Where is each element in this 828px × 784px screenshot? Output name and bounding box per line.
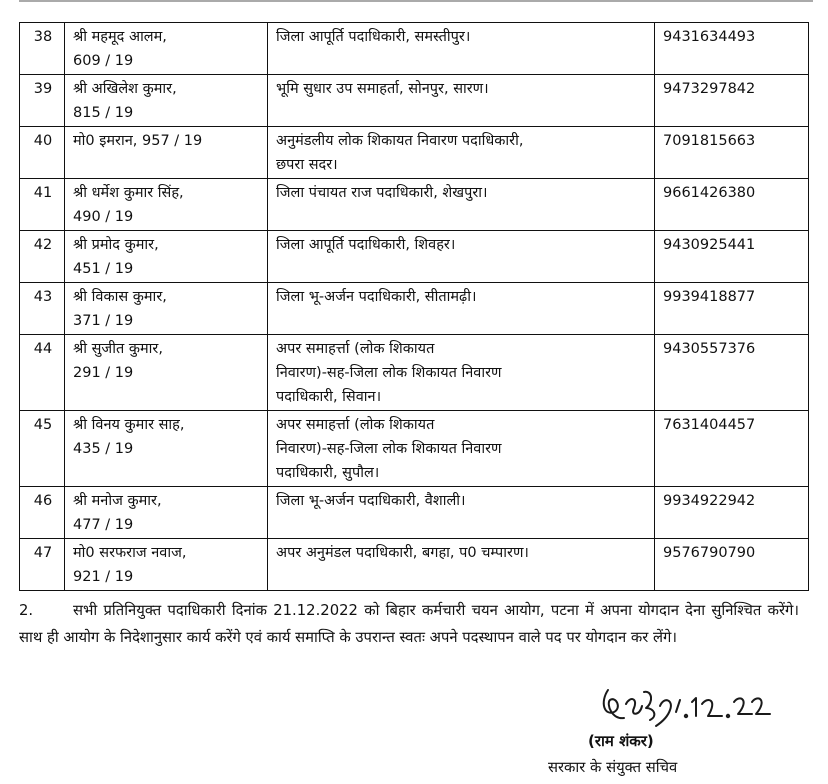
serial-number-cell: 47 [20, 539, 65, 591]
table-row [20, 539, 809, 591]
officer-name-line: श्री विकास कुमार, [73, 289, 167, 305]
mobile-number-cell: 9661426380 [655, 179, 809, 231]
posting-cell [268, 539, 655, 591]
handwritten-signature [596, 682, 776, 728]
mobile-number-cell: 9576790790 [655, 539, 809, 591]
officer-name-cell [65, 231, 268, 283]
table-row [20, 411, 809, 487]
table-row [20, 283, 809, 335]
posting-cell [268, 283, 655, 335]
officer-name-line: 490 / 19 [73, 209, 134, 225]
posting-line: छपरा सदर। [276, 157, 338, 173]
mobile-number-cell: 9430557376 [655, 335, 809, 411]
mobile-number-cell: 9431634493 [655, 23, 809, 75]
mobile-number-cell: 7091815663 [655, 127, 809, 179]
officer-name-line: 451 / 19 [73, 261, 134, 277]
serial-number-cell: 39 [20, 75, 65, 127]
posting-line: जिला भू-अर्जन पदाधिकारी, सीतामढ़ी। [276, 289, 477, 305]
mobile-number-cell: 9939418877 [655, 283, 809, 335]
officer-name-cell [65, 411, 268, 487]
officer-name-line: 477 / 19 [73, 517, 134, 533]
officer-name-cell [65, 179, 268, 231]
officer-name-line: श्री महमूद आलम, [73, 29, 167, 45]
mobile-number-cell: 9430925441 [655, 231, 809, 283]
officer-name-cell [65, 127, 268, 179]
officer-name-line: 371 / 19 [73, 313, 134, 329]
posting-line: अपर अनुमंडल पदाधिकारी, बगहा, प0 चम्पारण। [276, 545, 529, 561]
posting-cell [268, 75, 655, 127]
officer-name-line: 921 / 19 [73, 569, 134, 585]
serial-number-cell: 38 [20, 23, 65, 75]
table-row [20, 75, 809, 127]
serial-number-cell: 44 [20, 335, 65, 411]
officer-name-line: श्री धर्मेश कुमार सिंह, [73, 185, 184, 201]
table-row [20, 231, 809, 283]
posting-line: जिला आपूर्ति पदाधिकारी, शिवहर। [276, 237, 456, 253]
serial-number-cell: 45 [20, 411, 65, 487]
officer-name-line: श्री अखिलेश कुमार, [73, 81, 177, 97]
instruction-paragraph [19, 597, 799, 651]
officer-name-line: 815 / 19 [73, 105, 134, 121]
posting-line: जिला आपूर्ति पदाधिकारी, समस्तीपुर। [276, 29, 471, 45]
table-row [20, 487, 809, 539]
officer-name-cell [65, 23, 268, 75]
posting-cell [268, 335, 655, 411]
officer-name-line: मो0 सरफराज नवाज, [73, 545, 187, 561]
posting-line: निवारण)-सह-जिला लोक शिकायत निवारण [276, 365, 502, 381]
posting-cell [268, 179, 655, 231]
serial-number-cell: 43 [20, 283, 65, 335]
posting-cell [268, 487, 655, 539]
serial-number-cell: 42 [20, 231, 65, 283]
officer-name-line: श्री प्रमोद कुमार, [73, 237, 159, 253]
posting-line: निवारण)-सह-जिला लोक शिकायत निवारण [276, 441, 502, 457]
serial-number-cell: 41 [20, 179, 65, 231]
officer-table [19, 22, 809, 591]
officer-table-body [20, 23, 809, 591]
posting-cell [268, 231, 655, 283]
paragraph-number: 2. [19, 602, 34, 619]
table-row [20, 335, 809, 411]
officer-name-line: 291 / 19 [73, 365, 134, 381]
signatory-designation: सरकार के संयुक्त सचिव [548, 759, 678, 776]
officer-name-cell [65, 75, 268, 127]
officer-name-line: श्री सुजीत कुमार, [73, 341, 163, 357]
officer-name-line: श्री मनोज कुमार, [73, 493, 162, 509]
posting-line: पदाधिकारी, सुपौल। [276, 465, 380, 481]
mobile-number-cell: 7631404457 [655, 411, 809, 487]
top-border-remnant [19, 0, 813, 6]
table-row [20, 23, 809, 75]
officer-name-cell [65, 335, 268, 411]
serial-number-cell: 40 [20, 127, 65, 179]
posting-cell [268, 23, 655, 75]
mobile-number-cell: 9934922942 [655, 487, 809, 539]
officer-name-cell [65, 283, 268, 335]
posting-line: जिला भू-अर्जन पदाधिकारी, वैशाली। [276, 493, 466, 509]
posting-line: पदाधिकारी, सिवान। [276, 389, 382, 405]
posting-cell [268, 127, 655, 179]
posting-line: भूमि सुधार उप समाहर्ता, सोनपुर, सारण। [276, 81, 489, 97]
officer-name-line: 435 / 19 [73, 441, 134, 457]
posting-line: अपर समाहर्त्ता (लोक शिकायत [276, 341, 435, 357]
officer-name-cell [65, 487, 268, 539]
officer-name-cell [65, 539, 268, 591]
signatory-name: (राम शंकर) [588, 732, 654, 750]
officer-name-line: मो0 इमरान, 957 / 19 [73, 133, 203, 149]
posting-line: अपर समाहर्त्ता (लोक शिकायत [276, 417, 435, 433]
paragraph-text: सभी प्रतिनियुक्त पदाधिकारी दिनांक 21.12.2022 को बिहार कर्मचारी चयन आयोग, पटना में अपना योगदान देना सुनिश्चित करेंगे। साथ ही आयोग के निदेशानुसार कार्य करेंगे एवं कार्य समाप्ति के उपरान्त स्वतः अपने पदस्थापन वाले पद पर योगदान कर लेंगे। [19, 602, 799, 646]
officer-name-line: श्री विनय कुमार साह, [73, 417, 185, 433]
posting-line: जिला पंचायत राज पदाधिकारी, शेखपुरा। [276, 185, 488, 201]
serial-number-cell: 46 [20, 487, 65, 539]
table-row [20, 179, 809, 231]
posting-line: अनुमंडलीय लोक शिकायत निवारण पदाधिकारी, [276, 133, 524, 149]
posting-cell [268, 411, 655, 487]
table-row [20, 127, 809, 179]
mobile-number-cell: 9473297842 [655, 75, 809, 127]
officer-name-line: 609 / 19 [73, 53, 134, 69]
